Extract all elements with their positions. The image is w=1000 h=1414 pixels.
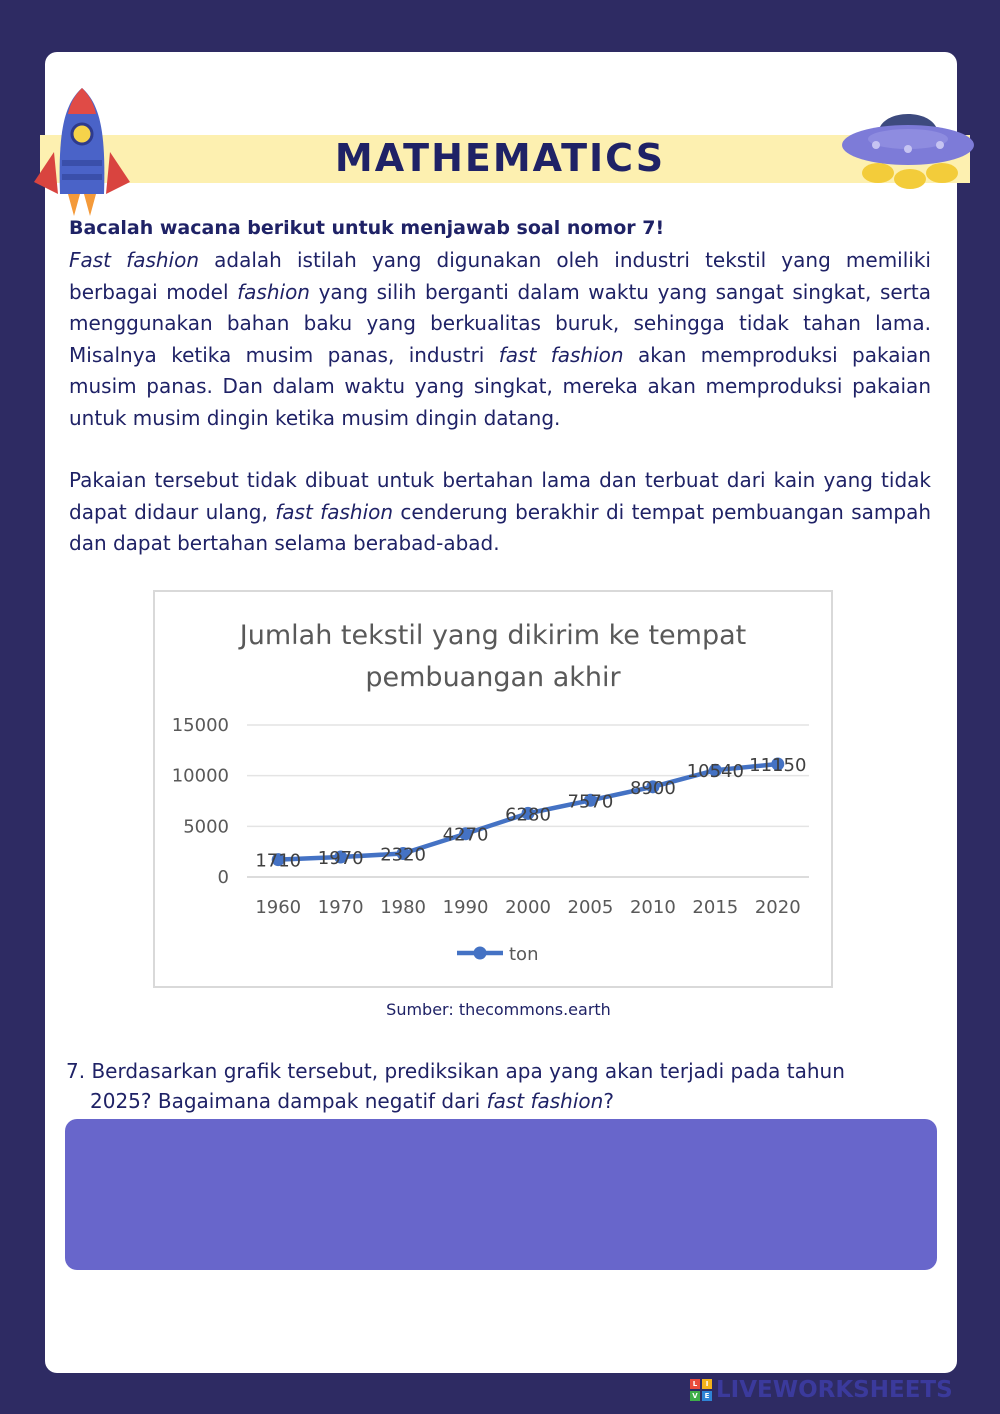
- paragraph1-segment: fashion: [237, 279, 310, 304]
- x-tick-label: 1960: [255, 897, 302, 918]
- chart-source: Sumber: thecommons.earth: [386, 1000, 611, 1019]
- paragraph1-segment: fast fashion: [498, 342, 624, 367]
- chart-title-line: Jumlah tekstil yang dikirim ke tempat: [239, 620, 747, 651]
- data-label: 6280: [505, 804, 551, 826]
- paragraph1-segment: Fast fashion: [69, 248, 200, 272]
- data-label: 10540: [686, 761, 744, 783]
- y-tick-label: 10000: [171, 765, 229, 787]
- data-label: 1710: [255, 850, 302, 872]
- paragraph1-segment: akan memproduksi pakaian musim panas. Dan dalam waktu yang singkat, mereka akan memproduksi pakaian untuk musim dingin ketika musim dingin datang.: [69, 342, 931, 430]
- y-tick-label: 15000: [171, 715, 229, 736]
- paragraph1-segment: adalah istilah yang digunakan oleh industri tekstil yang memiliki berbagai model: [69, 248, 931, 304]
- logo-text: LIVEWORKSHEETS: [716, 1377, 953, 1403]
- page-title: MATHEMATICS: [334, 136, 666, 180]
- legend-marker: [474, 947, 487, 960]
- rocket-icon: [24, 82, 140, 222]
- question-line-1: 7. Berdasarkan grafik tersebut, prediksikan apa yang akan terjadi pada tahun: [66, 1059, 845, 1083]
- question-line-2: [66, 1086, 936, 1116]
- x-tick-label: 2020: [754, 897, 801, 918]
- answer-input[interactable]: [65, 1119, 937, 1270]
- logo-tile-4: E: [702, 1391, 712, 1401]
- legend-label: ton: [509, 944, 539, 965]
- x-tick-label: 2000: [505, 897, 551, 918]
- x-tick-label: 1980: [380, 897, 427, 918]
- liveworksheets-logo: [690, 1377, 953, 1403]
- paragraph2-segment: cenderung berakhir di tempat pembuangan sampah dan dapat bertahan selama berabad-abad.: [69, 499, 932, 555]
- data-label: 2320: [380, 844, 427, 866]
- data-label: 7570: [567, 791, 614, 813]
- y-tick-label: 0: [217, 867, 229, 888]
- data-label: 8900: [629, 777, 676, 799]
- paragraph-2: [69, 465, 931, 560]
- x-tick-label: 1970: [317, 897, 364, 918]
- question-mark: ?: [603, 1089, 614, 1113]
- paragraph1-segment: yang silih berganti dalam waktu yang sangat singkat, serta menggunakan bahan baku yang berkualitas buruk, sehingga tidak tahan lama. Misalnya ketika musim panas, industri: [69, 279, 931, 367]
- data-label: 1970: [317, 848, 364, 870]
- data-label: 11150: [749, 755, 807, 777]
- y-tick-label: 5000: [183, 816, 229, 838]
- x-tick-label: 2010: [629, 897, 676, 918]
- ufo-icon: [838, 95, 978, 195]
- logo-tiles: [690, 1379, 712, 1401]
- question-7: [66, 1056, 936, 1116]
- logo-tile-3: V: [690, 1391, 700, 1401]
- instruction-text: Bacalah wacana berikut untuk menjawab soal nomor 7!: [69, 217, 665, 239]
- data-label: 4270: [442, 824, 489, 846]
- paragraph-1: [69, 245, 931, 434]
- x-tick-label: 1990: [442, 897, 489, 918]
- question-italic-term: fast fashion: [486, 1089, 604, 1113]
- line-chart: [153, 590, 833, 988]
- chart-title-line: pembuangan akhir: [365, 662, 621, 693]
- x-tick-label: 2005: [567, 897, 614, 918]
- chart-svg: [155, 592, 831, 986]
- x-tick-label: 2015: [692, 897, 739, 918]
- question-line-2-text: 2025? Bagaimana dampak negatif dari: [90, 1089, 487, 1113]
- logo-tile-1: L: [690, 1379, 700, 1389]
- paragraph2-segment: fast fashion: [275, 499, 394, 524]
- logo-tile-2: I: [702, 1379, 712, 1389]
- paragraph2-segment: Pakaian tersebut tidak dibuat untuk bertahan lama dan terbuat dari kain yang tidak dapat didaur ulang,: [69, 468, 931, 524]
